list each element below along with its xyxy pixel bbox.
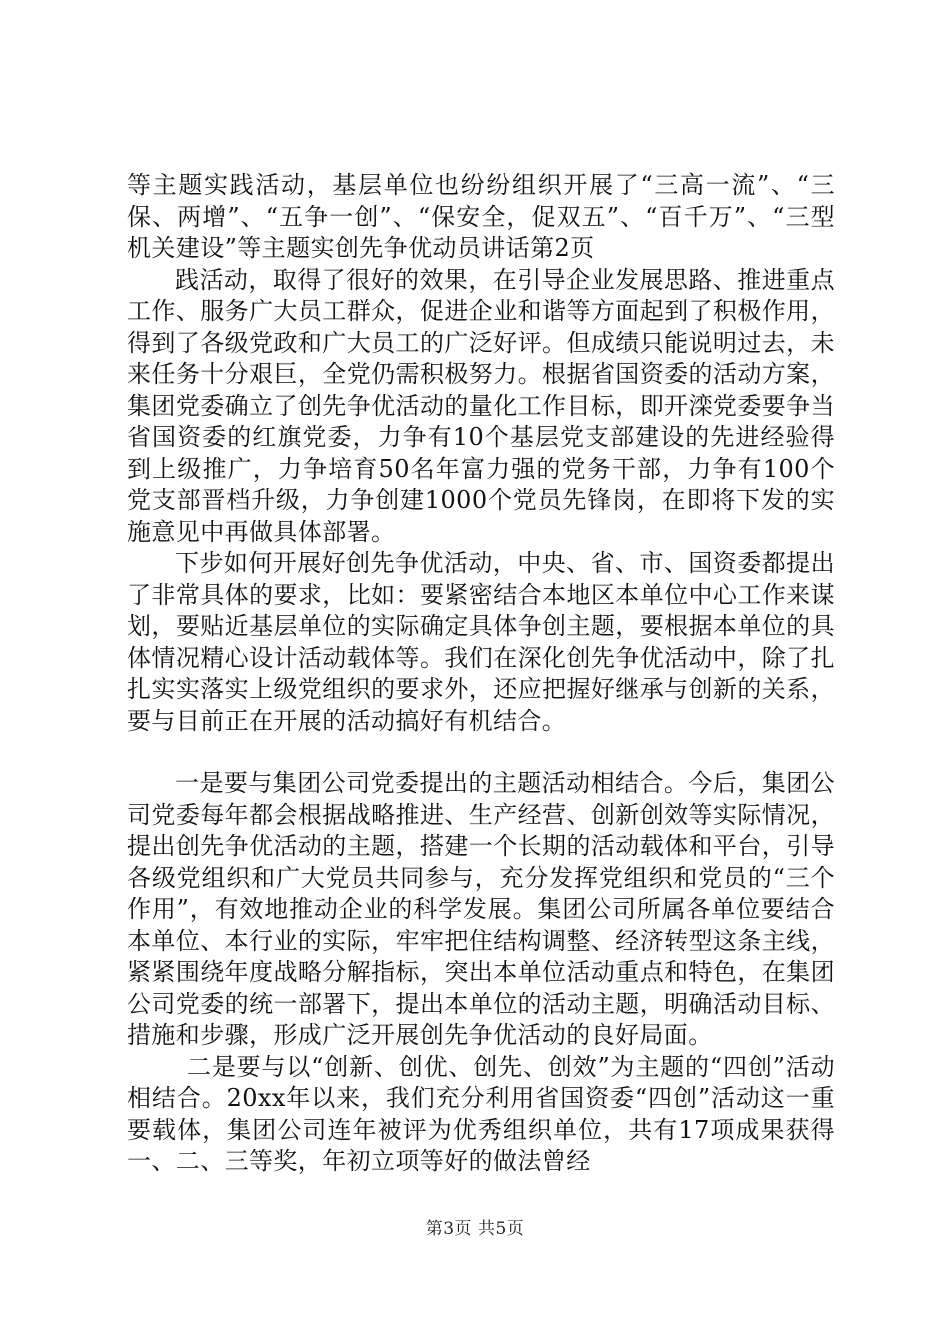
paragraph-3: 下步如何开展好创先争优活动，中央、省、市、国资委都提出了非常具体的要求，比如：要紧密结合本地区本单位中心工作来谋划，要贴近基层单位的实际确定具体争创主题，要根据本单位的具体情况精心设计活动载体等。我们在深化创先争优活动中，除了扎扎实实落实上级党组织的要求外，还应把握好继承与创新的关系，要与目前正在开展的活动搞好有机结合。 [127,549,835,735]
paragraph-4: 一是要与集团公司党委提出的主题活动相结合。今后，集团公司党委每年都会根据战略推进、生产经营、创新创效等实际情况，提出创先争优活动的主题，搭建一个长期的活动载体和平台，引导各级党组织和广大党员共同参与，充分发挥党组织和党员的“三个作用”，有效地推动企业的科学发展。集团公司所属各单位要结合本单位、本行业的实际，牢牢把住结构调整、经济转型这条主线，紧紧围绕年度战略分解指标，突出本单位活动重点和特色，在集团公司党委的统一部署下，提出本单位的活动主题，明确活动目标、措施和步骤，形成广泛开展创先争优活动的良好局面。 [127,769,835,1049]
page-number-footer: 第3页 共5页 [425,1219,525,1239]
paragraph-2: 践活动，取得了很好的效果，在引导企业发展思路、推进重点工作、服务广大员工群众，促进企业和谐等方面起到了积极作用，得到了各级党政和广大员工的广泛好评。但成绩只能说明过去，未来任务十分艰巨，全党仍需积极努力。根据省国资委的活动方案，集团党委确立了创先争优活动的量化工作目标，即开滦党委要争当省国资委的红旗党委，力争有10个基层党支部建设的先进经验得到上级推广，力争培育50名年富力强的党务干部，力争有100个党支部晋档升级，力争创建1000个党员先锋岗，在即将下发的实施意见中再做具体部署。 [127,265,835,546]
paragraph-1: 等主题实践活动，基层单位也纷纷组织开展了“三高一流”、“三保、两增”、“五争一创”、“保安全，促双五”、“百千万”、“三型机关建设”等主题实创先争优动员讲话第2页 [127,171,835,262]
paragraph-5: 二是要与以“创新、创优、创先、创效”为主题的“四创”活动相结合。20xx年以来，我们充分利用省国资委“四创”活动这一重要载体，集团公司连年被评为优秀组织单位，共有17项成果获得一、二、三等奖，年初立项等好的做法曾经 [127,1052,835,1175]
document-body [127,170,835,1178]
